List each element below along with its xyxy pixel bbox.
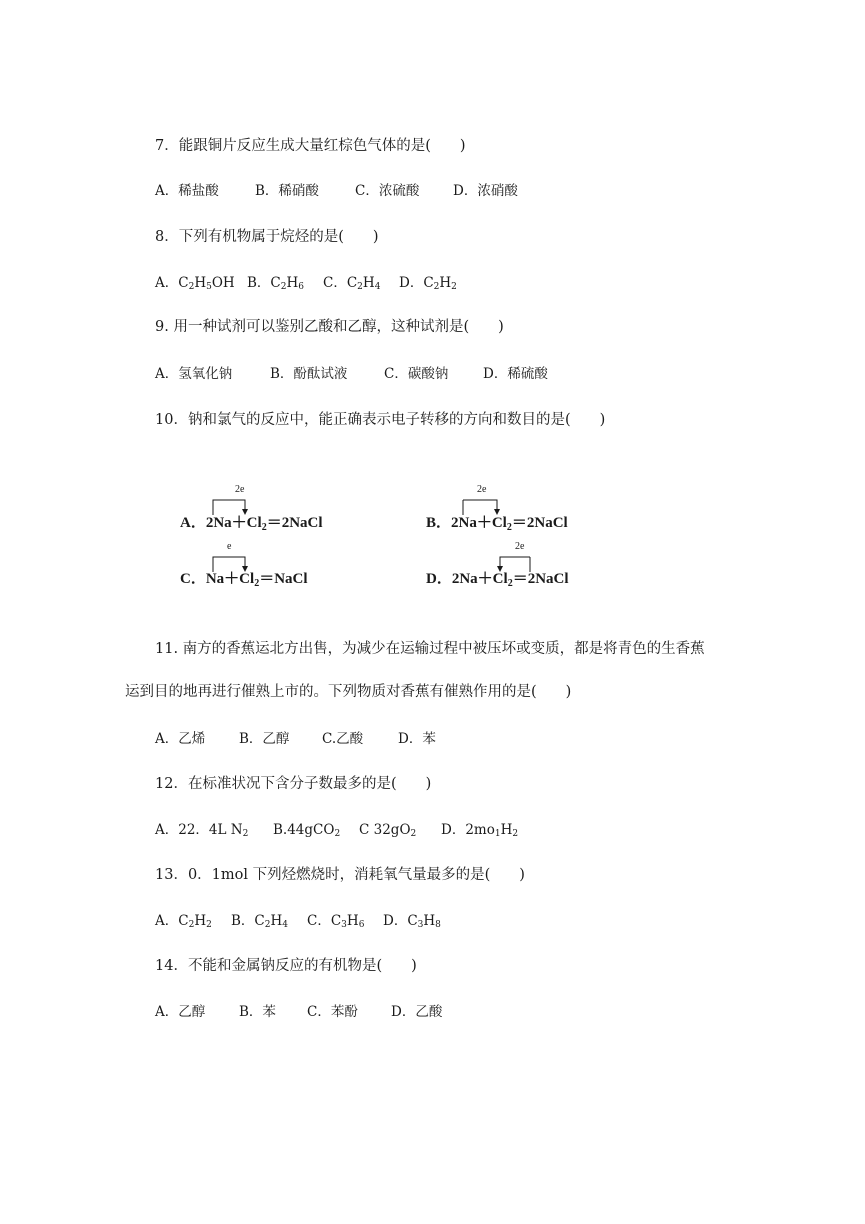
q13-option-b: B．$C_2H_4$: [231, 913, 288, 930]
q13-option-a: A．$C_2H_2$: [155, 913, 212, 930]
q11-option-d: D．苯: [398, 731, 436, 747]
q14-option-b: B．苯: [239, 1004, 276, 1020]
question-14-stem: 14．不能和金属钠反应的有机物是( ): [155, 958, 417, 974]
question-9-stem: 9. 用一种试剂可以鉴别乙酸和乙醇，这种试剂是( ): [155, 319, 504, 335]
q7-option-d: D．浓硝酸: [453, 183, 518, 199]
question-8-stem: 8．下列有机物属于烷烃的是( ): [155, 229, 379, 245]
q9-option-a: A．氢氧化钠: [155, 366, 233, 382]
q7-option-a: A．稀盐酸: [155, 183, 219, 199]
q13-option-d: D．$C_3H_8$: [383, 913, 441, 930]
q10-a-letter: A．: [180, 515, 206, 531]
q10-c-letter: C．: [180, 571, 206, 587]
q10-d-letter: D．: [426, 571, 452, 587]
q11-option-b: B．乙醇: [239, 731, 290, 747]
question-7-stem: 7．能跟铜片反应生成大量红棕色气体的是( ): [155, 138, 466, 154]
q8-option-a: A．$C_2H_5OH$: [155, 275, 235, 292]
q10-a-equation: $2Na+Cl_2=2NaCl$: [205, 515, 323, 533]
q9-option-d: D．稀硫酸: [483, 366, 548, 382]
question-11-stem-line-2: 运到目的地再进行催熟上市的。下列物质对香蕉有催熟作用的是( ): [125, 684, 572, 700]
q10-c-electron-arrow: [205, 540, 275, 574]
q14-option-d: D．乙酸: [391, 1004, 443, 1020]
q10-d-electron-label: 2e: [515, 541, 525, 552]
q10-option-b: [426, 514, 568, 537]
q14-option-a: A．乙醇: [155, 1004, 206, 1020]
q9-option-c: C．碳酸钠: [384, 366, 449, 382]
q10-b-letter: B．: [426, 515, 452, 531]
q10-d-equation: $2Na+Cl_2=2NaCl$: [451, 571, 569, 589]
q10-b-electron-label: 2e: [477, 484, 487, 495]
question-13-stem: 13．0．1mol 下列烃燃烧时，消耗氧气量最多的是( ): [155, 867, 525, 883]
q7-option-b: B．稀硝酸: [255, 183, 319, 199]
q8-option-c: C．$C_2H_4$: [323, 275, 381, 292]
q10-option-c: [180, 570, 308, 593]
q11-option-c: C.乙酸: [322, 731, 364, 747]
q10-b-equation: $2Na+Cl_2=2NaCl$: [451, 515, 568, 533]
q10-b-electron-arrow: [455, 483, 525, 517]
q8-option-d: D．$C_2H_2$: [399, 275, 457, 292]
question-11-stem-line-1: 11. 南方的香蕉运北方出售，为减少在运输过程中被压坏或变质，都是将青色的生香蕉: [155, 641, 705, 657]
q10-c-equation: $Na+Cl_2=NaCl$: [205, 571, 308, 589]
q12-option-a: A．22．4L $N_2$: [155, 822, 249, 839]
q9-option-b: B．酚酞试液: [270, 366, 348, 382]
q11-option-a: A．乙烯: [155, 731, 206, 747]
q12-option-c: C $32gO_2$: [359, 822, 417, 839]
q12-option-b: B.44gCO$_2$: [273, 822, 341, 839]
q10-c-electron-label: e: [227, 541, 232, 552]
q10-option-d: [426, 570, 569, 593]
q14-option-c: C．苯酚: [307, 1004, 358, 1020]
q10-d-electron-arrow: [490, 540, 560, 574]
q10-option-a: [180, 514, 323, 537]
q12-option-d: D．$2mo_1H_2$: [441, 822, 519, 839]
question-12-stem: 12．在标准状况下含分子数最多的是( ): [155, 776, 432, 792]
q10-a-electron-label: 2e: [235, 484, 245, 495]
question-10-stem: 10．钠和氯气的反应中，能正确表示电子转移的方向和数目的是( ): [155, 412, 606, 428]
q7-option-c: C．浓硫酸: [355, 183, 420, 199]
q13-option-c: C．$C_3H_6$: [307, 913, 365, 930]
q8-option-b: B．$C_2H_6$: [247, 275, 304, 292]
